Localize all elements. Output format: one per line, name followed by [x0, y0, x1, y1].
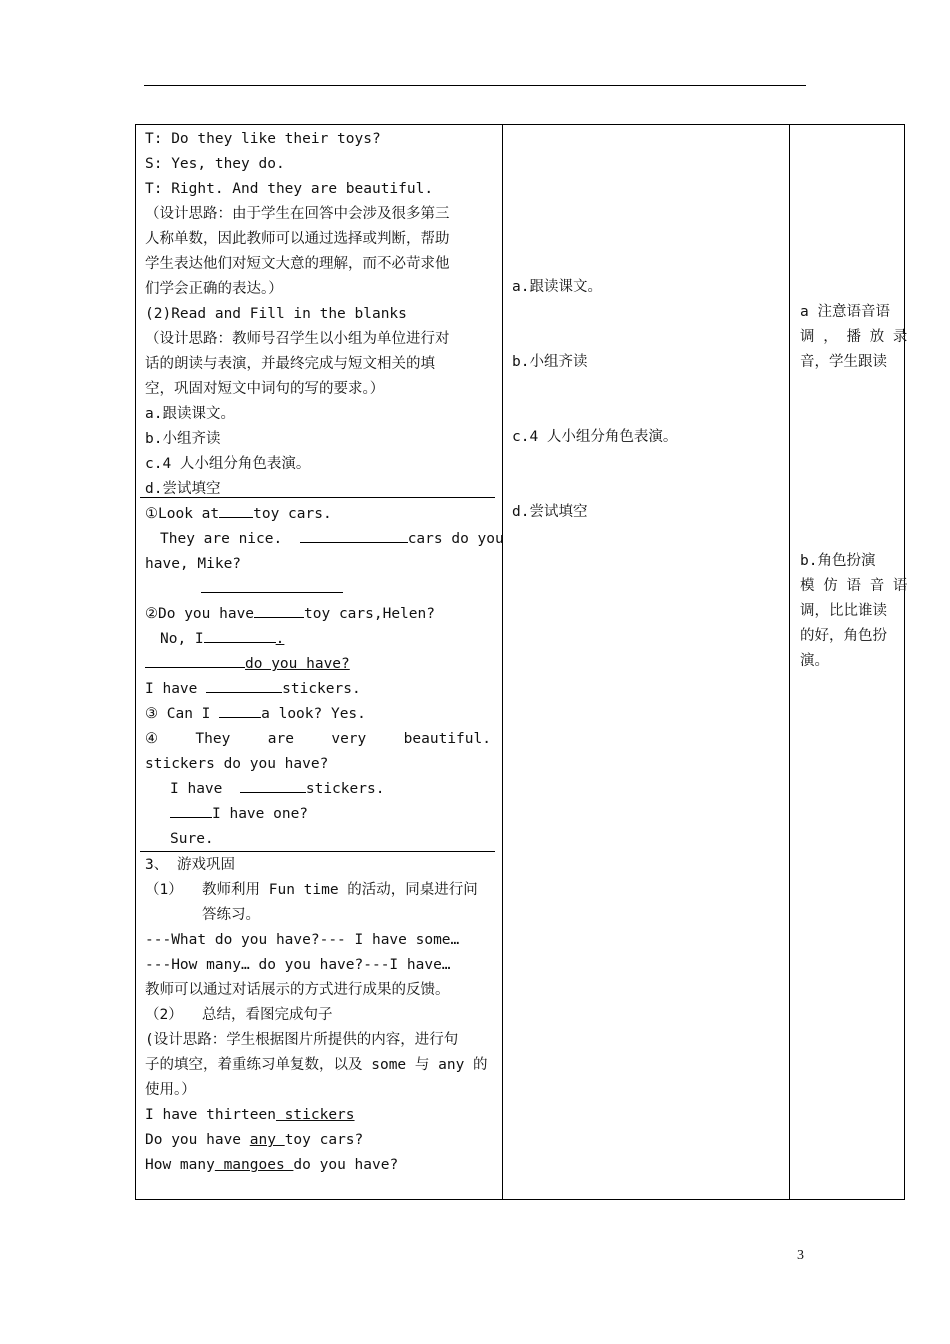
design-note-line: 空，巩固对短文中词句的写的要求。）	[145, 381, 385, 397]
design-note-line: （设计思路：由于学生在回答中会涉及很多第三	[145, 206, 450, 222]
design-note-line: 话的朗读与表演，并最终完成与短文相关的填	[145, 356, 435, 372]
game-step-2-number: （2）	[145, 1007, 183, 1023]
answer-blank[interactable]	[219, 702, 261, 718]
example-sentence: How many mangoes do you have?	[145, 1157, 399, 1173]
exercise-3-line: ③ Can I a look? Yes.	[145, 702, 366, 727]
exercise-2-line-4: I have stickers.	[145, 677, 361, 702]
step-line: d.尝试填空	[145, 481, 221, 497]
design-note-line: (设计思路：学生根据图片所提供的内容，进行句	[145, 1032, 459, 1048]
page-number: 3	[797, 1248, 804, 1263]
note-b-line: 演。	[800, 653, 829, 669]
example-sentence: Do you have any toy cars?	[145, 1132, 364, 1148]
section-heading: (2)Read and Fill in the blanks	[145, 306, 407, 322]
game-step-1-text: 教师利用 Fun time 的活动，同桌进行问	[202, 882, 478, 898]
exercise-2-line-1: ②Do you have toy cars,Helen?	[145, 602, 435, 627]
activity-b: b.小组齐读	[512, 354, 588, 370]
answer-blank[interactable]	[206, 677, 282, 693]
answer-blank[interactable]	[240, 777, 306, 793]
note-a-line: a 注意语音语	[800, 304, 890, 320]
answer-blank[interactable]	[254, 602, 304, 618]
note-a-line: 调 ， 播 放 录	[800, 329, 908, 345]
practice-dialogue: ---How many… do you have?---I have…	[145, 957, 451, 973]
exercise-4-line-1: ④ They are very beautiful.	[145, 731, 491, 747]
dialogue-line: T: Right. And they are beautiful.	[145, 181, 434, 197]
example-sentence: I have thirteen stickers	[145, 1107, 355, 1123]
design-note-line: 们学会正确的表达。）	[145, 281, 283, 297]
answer-blank[interactable]	[204, 627, 276, 643]
step-line: b.小组齐读	[145, 431, 221, 447]
note-b-line: 调，比比谁读	[800, 603, 887, 619]
exercise-4-line-4: I have one?	[170, 802, 308, 827]
practice-dialogue: ---What do you have?--- I have some…	[145, 932, 460, 948]
note-a-line: 音，学生跟读	[800, 354, 887, 370]
design-note-line: 人称单数，因此教师可以通过选择或判断，帮助	[145, 231, 450, 247]
exercise-1-line-4	[145, 577, 343, 602]
answer-blank[interactable]	[145, 652, 245, 668]
column-divider-2	[789, 125, 790, 1199]
design-note-line: 使用。）	[145, 1082, 196, 1098]
design-note-line: 学生表达他们对短文大意的理解，而不必苛求他	[145, 256, 450, 272]
exercise-1-line-2: They are nice. cars do you	[160, 527, 504, 552]
exercise-4-line-3: I have stickers.	[170, 777, 384, 802]
activity-c: c.4 人小组分角色表演。	[512, 429, 678, 445]
note-b-line: 模 仿 语 音 语	[800, 578, 908, 594]
step-line: c.4 人小组分角色表演。	[145, 456, 311, 472]
note-b-line: 的好，角色扮	[800, 628, 887, 644]
exercise-2-line-2: No, I .	[160, 627, 284, 652]
game-step-2-text: 总结，看图完成句子	[202, 1007, 333, 1023]
exercise-1-line-1: ①Look at toy cars.	[145, 502, 332, 527]
feedback-note: 教师可以通过对话展示的方式进行成果的反馈。	[145, 982, 450, 998]
step-line: a.跟读课文。	[145, 406, 235, 422]
note-b-line: b.角色扮演	[800, 553, 876, 569]
header-rule	[144, 85, 806, 86]
exercise-4-line-2: stickers do you have?	[145, 756, 329, 772]
answer-blank[interactable]	[300, 527, 408, 543]
activity-a: a.跟读课文。	[512, 279, 602, 295]
dialogue-line: S: Yes, they do.	[145, 156, 285, 172]
game-step-1-text: 答练习。	[202, 907, 260, 923]
lesson-table	[135, 124, 908, 1200]
answer-blank[interactable]	[201, 577, 343, 593]
game-step-1-number: （1）	[145, 882, 183, 898]
exercise-4-line-5: Sure.	[170, 831, 214, 847]
game-section-title: 3、 游戏巩固	[145, 857, 235, 873]
exercise-1-line-3: have, Mike?	[145, 556, 242, 572]
exercise-2-line-3: do you have?	[145, 652, 350, 677]
answer-blank[interactable]	[219, 502, 253, 518]
answer-blank[interactable]	[170, 802, 212, 818]
activity-d: d.尝试填空	[512, 504, 588, 520]
design-note-line: （设计思路：教师号召学生以小组为单位进行对	[145, 331, 450, 347]
column-divider-1	[502, 125, 503, 1199]
dialogue-line: T: Do they like their toys?	[145, 131, 381, 147]
design-note-line: 子的填空，着重练习单复数，以及 some 与 any 的	[145, 1057, 488, 1073]
